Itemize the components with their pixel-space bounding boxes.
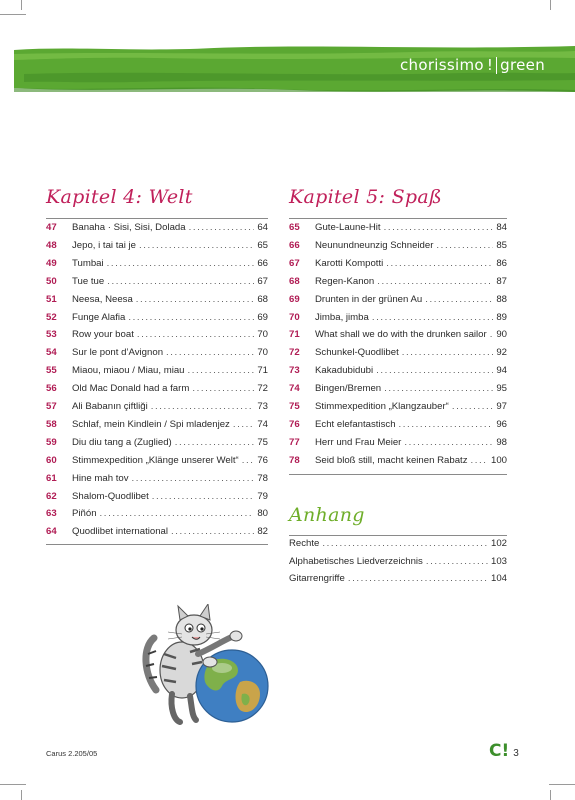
- chapter5-bottom-rule: [289, 474, 507, 475]
- page-ref: 86: [496, 257, 507, 269]
- song-number: 67: [289, 257, 300, 269]
- song-number: 55: [46, 365, 57, 377]
- song-title: Seid bloß still, macht keinen Rabatz: [315, 454, 468, 466]
- catalog-number: Carus 2.205/05: [46, 749, 98, 758]
- song-number: 57: [46, 401, 57, 412]
- leader-dots: [384, 222, 494, 233]
- leader-dots: [175, 437, 255, 448]
- leader-dots: [372, 312, 493, 323]
- page-ref: 100: [490, 454, 507, 466]
- song-title: Row your boat: [72, 329, 134, 341]
- song-number: 69: [289, 293, 300, 305]
- song-number: 65: [289, 222, 300, 233]
- leader-dots: [425, 294, 493, 305]
- toc-entry: [289, 347, 507, 363]
- leader-dots: [139, 240, 254, 251]
- page-ref: 69: [257, 311, 268, 323]
- toc-entry: [289, 240, 507, 256]
- toc-entry: [289, 258, 507, 274]
- page-ref: 70: [257, 347, 268, 359]
- song-title: Karotti Kompotti: [315, 257, 384, 269]
- page-ref: 84: [496, 222, 507, 233]
- toc-entry: [46, 365, 268, 381]
- toc-entry: [46, 276, 268, 292]
- leader-dots: [189, 222, 255, 233]
- page-ref: 97: [496, 401, 507, 412]
- leader-dots: [386, 258, 493, 269]
- toc-entry: [289, 419, 507, 435]
- toc-entry: [46, 347, 268, 363]
- song-title: Stimmexpedition „Klänge unserer Welt“: [72, 454, 239, 466]
- page-ref: 73: [257, 401, 268, 412]
- page-ref: 103: [490, 555, 507, 567]
- page-ref: 66: [257, 257, 268, 269]
- song-number: 66: [289, 239, 300, 251]
- song-title: Neunundneunzig Schneider: [315, 239, 434, 251]
- toc-entry: [46, 329, 268, 345]
- toc-entry: [289, 294, 507, 310]
- leader-dots: [166, 347, 254, 358]
- page-ref: 71: [257, 365, 268, 377]
- crop-mark: [21, 0, 22, 10]
- leader-dots: [188, 365, 255, 376]
- leader-dots: [322, 538, 488, 549]
- page-ref: 95: [496, 383, 507, 395]
- leader-dots: [242, 455, 255, 466]
- page-ref: 85: [496, 239, 507, 251]
- leader-dots: [436, 240, 493, 251]
- toc-entry: [46, 240, 268, 256]
- toc-entry: [289, 276, 507, 292]
- song-title: Quodlibet international: [72, 526, 169, 538]
- crop-mark: [0, 784, 26, 785]
- toc-entry: [289, 455, 507, 471]
- toc-entry: [289, 222, 507, 238]
- song-title: Piñón: [72, 508, 97, 520]
- leader-dots: [107, 258, 255, 269]
- song-number: 59: [46, 436, 57, 448]
- page-ref: 82: [257, 526, 268, 538]
- leader-dots: [137, 329, 254, 340]
- song-number: 73: [289, 365, 300, 377]
- page-ref: 78: [257, 472, 268, 484]
- chapter5-title: Kapitel 5: Spaß: [289, 186, 442, 208]
- crop-mark: [21, 790, 22, 800]
- song-title: Schlaf, mein Kindlein / Spi mladenjez: [72, 418, 230, 430]
- toc-entry: [289, 573, 507, 589]
- leader-dots: [100, 508, 255, 519]
- toc-entry: [46, 491, 268, 507]
- page-ref: 79: [257, 490, 268, 502]
- footer-page: [489, 741, 519, 761]
- song-title: What shall we do with the drunken sailor: [315, 329, 487, 341]
- leader-dots: [128, 312, 254, 323]
- song-title: Tumbai: [72, 257, 104, 269]
- appendix-top-rule: [289, 535, 507, 536]
- song-title: Gute-Laune-Hit: [315, 222, 381, 233]
- toc-entry: [46, 294, 268, 310]
- song-title: Gitarrengriffe: [289, 573, 345, 584]
- page-ref: 89: [496, 311, 507, 323]
- leader-dots: [376, 365, 493, 376]
- toc-entry: [46, 508, 268, 524]
- page-ref: 96: [496, 418, 507, 430]
- brand-variant: green: [500, 56, 545, 74]
- chapter4-bottom-rule: [46, 544, 268, 545]
- chapter4-title: Kapitel 4: Welt: [46, 186, 193, 208]
- song-number: 54: [46, 347, 57, 359]
- toc-entry: [289, 365, 507, 381]
- page-ref: 90: [496, 329, 507, 341]
- song-number: 48: [46, 239, 57, 251]
- song-number: 70: [289, 311, 300, 323]
- cat-with-globe-illustration: [134, 604, 270, 734]
- brand-mark: !: [486, 56, 494, 74]
- leader-dots: [171, 526, 254, 537]
- song-number: 50: [46, 275, 57, 287]
- leader-dots: [426, 556, 488, 567]
- leader-dots: [192, 383, 254, 394]
- song-number: 52: [46, 311, 57, 323]
- leader-dots: [136, 294, 255, 305]
- carus-logo: C!: [489, 741, 510, 761]
- page-ref: 98: [496, 436, 507, 448]
- toc-entry: [289, 437, 507, 453]
- leader-dots: [152, 491, 255, 502]
- song-title: Bingen/Bremen: [315, 383, 382, 395]
- song-title: Rechte: [289, 538, 320, 549]
- toc-entry: [46, 312, 268, 328]
- brand-logo: [400, 56, 545, 74]
- page-ref: 72: [257, 383, 268, 395]
- crop-mark: [549, 784, 575, 785]
- song-number: 49: [46, 257, 57, 269]
- song-number: 60: [46, 454, 57, 466]
- leader-dots: [132, 473, 255, 484]
- toc-entry: [289, 401, 507, 417]
- song-title: Shalom-Quodlibet: [72, 490, 149, 502]
- toc-entry: [289, 556, 507, 572]
- song-title: Miaou, miaou / Miau, miau: [72, 365, 185, 377]
- song-title: Ali Babanın çiftliği: [72, 401, 148, 412]
- leader-dots: [233, 419, 254, 430]
- song-title: Stimmexpedition „Klangzauber“: [315, 401, 449, 412]
- brand-name: chorissimo: [399, 56, 484, 74]
- song-number: 58: [46, 418, 57, 430]
- page-ref: 102: [490, 538, 507, 549]
- toc-entry: [46, 383, 268, 399]
- leader-dots: [490, 329, 494, 340]
- song-number: 75: [289, 401, 300, 412]
- song-number: 53: [46, 329, 57, 341]
- leader-dots: [404, 437, 493, 448]
- song-number: 47: [46, 222, 57, 233]
- song-number: 51: [46, 293, 57, 305]
- leader-dots: [377, 276, 493, 287]
- page-ref: 76: [257, 454, 268, 466]
- leader-dots: [402, 347, 494, 358]
- toc-entry: [289, 383, 507, 399]
- song-title: Echt elefantastisch: [315, 418, 396, 430]
- song-title: Regen-Kanon: [315, 275, 375, 287]
- song-title: Hine mah tov: [72, 472, 129, 484]
- toc-entry: [46, 258, 268, 274]
- page-ref: 92: [496, 347, 507, 359]
- song-number: 68: [289, 275, 300, 287]
- song-title: Neesa, Neesa: [72, 293, 133, 305]
- page-ref: 88: [496, 293, 507, 305]
- song-title: Tue tue: [72, 275, 105, 287]
- song-number: 64: [46, 526, 57, 538]
- song-title: Alphabetisches Liedverzeichnis: [289, 555, 423, 567]
- page-ref: 65: [257, 239, 268, 251]
- toc-entry: [46, 473, 268, 489]
- page-ref: 75: [257, 436, 268, 448]
- song-number: 74: [289, 383, 300, 395]
- page-ref: 87: [496, 275, 507, 287]
- leader-dots: [348, 573, 488, 584]
- toc-entry: [289, 329, 507, 345]
- song-title: Jimba, jimba: [315, 311, 369, 323]
- page-ref: 64: [257, 222, 268, 233]
- leader-dots: [471, 455, 488, 466]
- song-title: Herr und Frau Meier: [315, 436, 402, 448]
- song-number: 78: [289, 454, 300, 466]
- brand-separator: [496, 57, 497, 74]
- song-number: 63: [46, 508, 57, 520]
- page-ref: 104: [490, 573, 507, 584]
- song-title: Kakadubidubi: [315, 365, 374, 377]
- toc-entry: [289, 312, 507, 328]
- page-ref: 67: [257, 275, 268, 287]
- chapter4-top-rule: [46, 218, 268, 219]
- song-number: 62: [46, 490, 57, 502]
- song-number: 76: [289, 418, 300, 430]
- song-title: Schunkel-Quodlibet: [315, 347, 399, 359]
- page-ref: 68: [257, 293, 268, 305]
- page-number: 3: [513, 748, 519, 759]
- song-title: Sur le pont d’Avignon: [72, 347, 164, 359]
- toc-entry: [46, 526, 268, 542]
- song-title: Drunten in der grünen Au: [315, 293, 423, 305]
- chapter5-top-rule: [289, 218, 507, 219]
- page-ref: 94: [496, 365, 507, 377]
- crop-mark: [550, 0, 551, 10]
- song-title: Diu diu tang a (Zuglied): [72, 436, 172, 448]
- page-ref: 80: [257, 508, 268, 520]
- leader-dots: [399, 419, 494, 430]
- toc-entry: [46, 419, 268, 435]
- song-number: 71: [289, 329, 300, 341]
- leader-dots: [151, 401, 255, 412]
- page-ref: 74: [257, 418, 268, 430]
- song-number: 61: [46, 472, 57, 484]
- toc-entry: [46, 455, 268, 471]
- song-title: Old Mac Donald had a farm: [72, 383, 190, 395]
- leader-dots: [107, 276, 254, 287]
- toc-entry: [46, 222, 268, 238]
- page-ref: 70: [257, 329, 268, 341]
- song-title: Banaha · Sisi, Sisi, Dolada: [72, 222, 186, 233]
- toc-entry: [289, 538, 507, 554]
- appendix-title: Anhang: [289, 504, 365, 526]
- song-title: Jepo, i tai tai je: [72, 239, 136, 251]
- crop-mark: [550, 790, 551, 800]
- song-number: 77: [289, 436, 300, 448]
- crop-mark: [0, 14, 26, 15]
- song-number: 72: [289, 347, 300, 359]
- song-number: 56: [46, 383, 57, 395]
- leader-dots: [384, 383, 493, 394]
- leader-dots: [452, 401, 493, 412]
- song-title: Funge Alafia: [72, 311, 126, 323]
- toc-entry: [46, 401, 268, 417]
- toc-entry: [46, 437, 268, 453]
